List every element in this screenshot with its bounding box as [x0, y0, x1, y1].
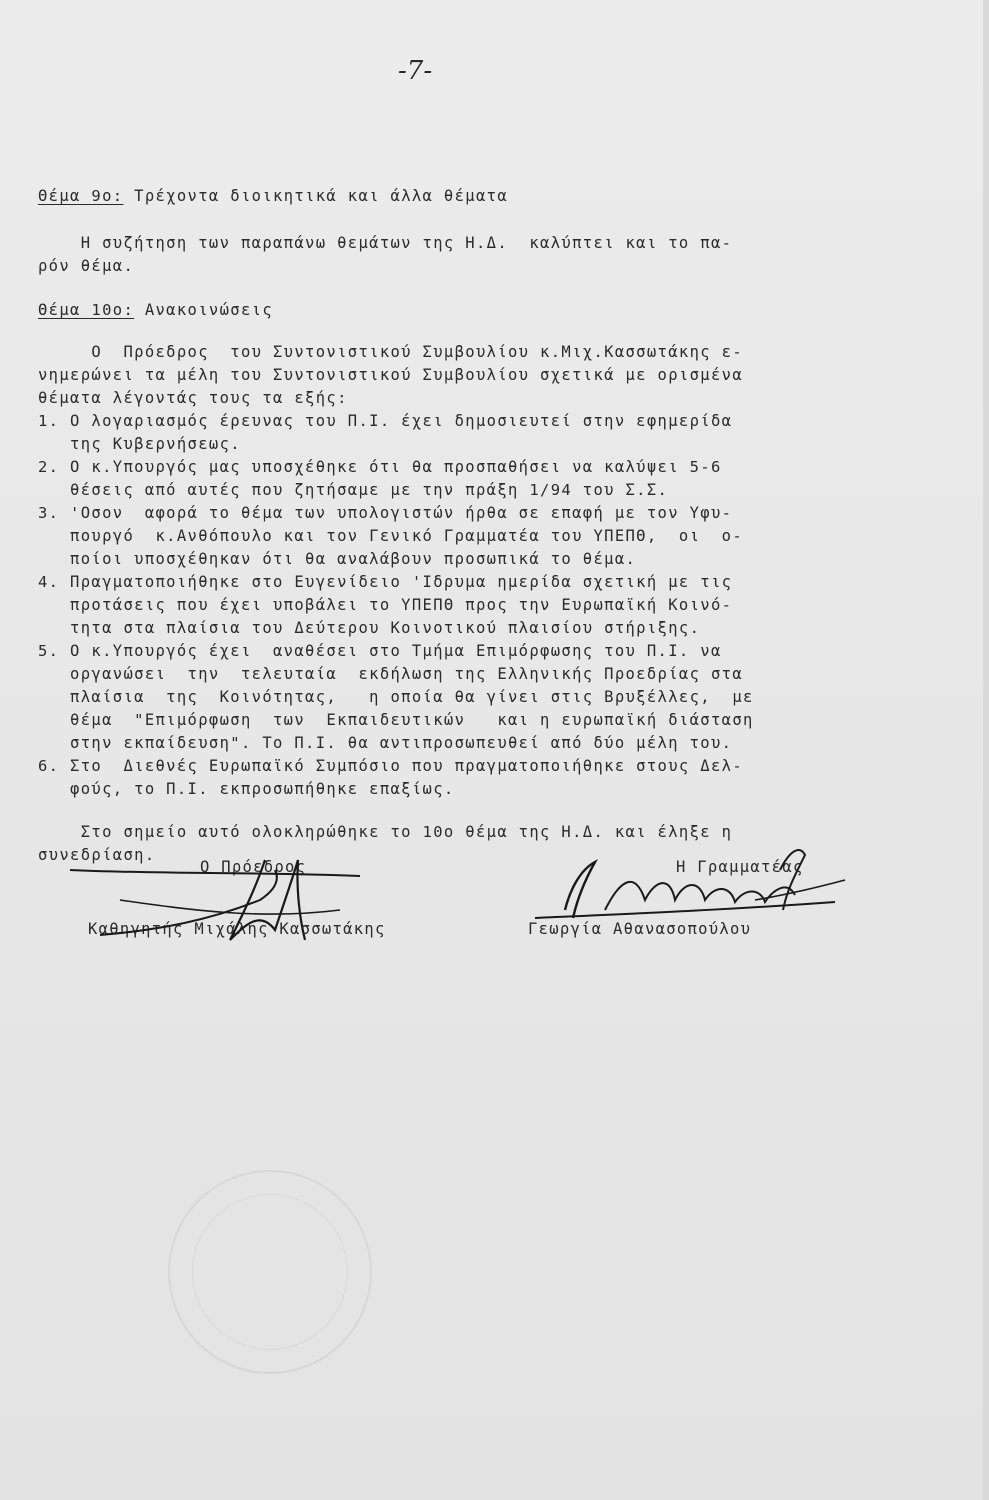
- secretary-role: Η Γραμματέας: [676, 858, 804, 876]
- item-5-line-3: πλαίσια της Κοινότητας, η οποία θα γίνει στις Βρυξέλλες, με: [38, 688, 754, 706]
- item-4-line-2: προτάσεις που έχει υποβάλει το ΥΠΕΠΘ προς την Ευρωπαϊκή Κοινό-: [38, 596, 733, 614]
- intro-line-2: νημερώνει τα μέλη του Συντονιστικού Συμβουλίου σχετικά με ορισμένα: [38, 366, 743, 384]
- faint-seal-stamp: [168, 1170, 372, 1374]
- section-9-body-2: ρόν θέμα.: [38, 257, 135, 275]
- item-2-line-1: 2. Ο κ.Υπουργός μας υποσχέθηκε ότι θα προσπαθήσει να καλύψει 5-6: [38, 458, 722, 476]
- item-3-line-2: πουργό κ.Ανθόπουλο και τον Γενικό Γραμματέα του ΥΠΕΠΘ, οι ο-: [38, 527, 743, 545]
- secretary-signature: [525, 840, 855, 930]
- item-5-line-1: 5. Ο κ.Υπουργός έχει αναθέσει στο Τμήμα Επιμόρφωσης του Π.Ι. να: [38, 642, 722, 660]
- item-3-line-3: ποίοι υποσχέθηκαν ότι θα αναλάβουν προσωπικά το θέμα.: [38, 550, 637, 568]
- closing-line-2: συνεδρίαση.: [38, 846, 156, 864]
- section-10-heading-line: [38, 300, 273, 320]
- section-9-heading: Θέμα 9ο:: [38, 187, 124, 205]
- intro-line-3: θέματα λέγοντάς τους τα εξής:: [38, 389, 348, 407]
- section-10-title: Ανακοινώσεις: [134, 301, 274, 319]
- secretary-name: Γεωργία Αθανασοπούλου: [528, 920, 752, 938]
- section-9-title: Τρέχοντα διοικητικά και άλλα θέματα: [123, 187, 509, 205]
- president-signature: [60, 840, 380, 950]
- item-6-line-2: φούς, το Π.Ι. εκπροσωπήθηκε επαξίως.: [38, 780, 455, 798]
- item-4-line-1: 4. Πραγματοποιήθηκε στο Ευγενίδειο 'Ιδρυμα ημερίδα σχετική με τις: [38, 573, 733, 591]
- item-6-line-1: 6. Στο Διεθνές Ευρωπαϊκό Συμπόσιο που πραγματοποιήθηκε στους Δελ-: [38, 757, 743, 775]
- item-5-line-2: οργανώσει την τελευταία εκδήλωση της Ελληνικής Προεδρίας στα: [38, 665, 743, 683]
- page-edge: [983, 0, 989, 1500]
- item-4-line-3: τητα στα πλαίσια του Δεύτερου Κοινοτικού πλαισίου στήριξης.: [38, 619, 701, 637]
- closing-line-1: Στο σημείο αυτό ολοκληρώθηκε το 10ο θέμα της Η.Δ. και έληξε η: [38, 823, 733, 841]
- item-1-line-1: 1. Ο λογαριασμός έρευνας του Π.Ι. έχει δημοσιευτεί στην εφημερίδα: [38, 412, 733, 430]
- item-5-line-5: στην εκπαίδευση". Το Π.Ι. θα αντιπροσωπευθεί από δύο μέλη του.: [38, 734, 733, 752]
- section-10-heading: Θέμα 10ο:: [38, 301, 135, 319]
- section-9-body-1: Η συζήτηση των παραπάνω θεμάτων της Η.Δ. καλύπτει και το πα-: [38, 234, 733, 252]
- section-9-heading-line: [38, 186, 508, 206]
- item-2-line-2: θέσεις από αυτές που ζητήσαμε με την πράξη 1/94 του Σ.Σ.: [38, 481, 669, 499]
- president-name: Καθηγητής Μιχάλης Κασσωτάκης: [88, 920, 386, 938]
- page-number: -7-: [398, 56, 433, 86]
- item-3-line-1: 3. 'Οσον αφορά το θέμα των υπολογιστών ήρθα σε επαφή με τον Υφυ-: [38, 504, 733, 522]
- president-role: Ο Πρόεδρος: [200, 858, 307, 876]
- intro-line-1: Ο Πρόεδρος του Συντονιστικού Συμβουλίου κ.Μιχ.Κασσωτάκης ε-: [38, 343, 743, 361]
- item-5-line-4: θέμα "Επιμόρφωση των Εκπαιδευτικών και η ευρωπαϊκή διάσταση: [38, 711, 754, 729]
- item-1-line-2: της Κυβερνήσεως.: [38, 435, 241, 453]
